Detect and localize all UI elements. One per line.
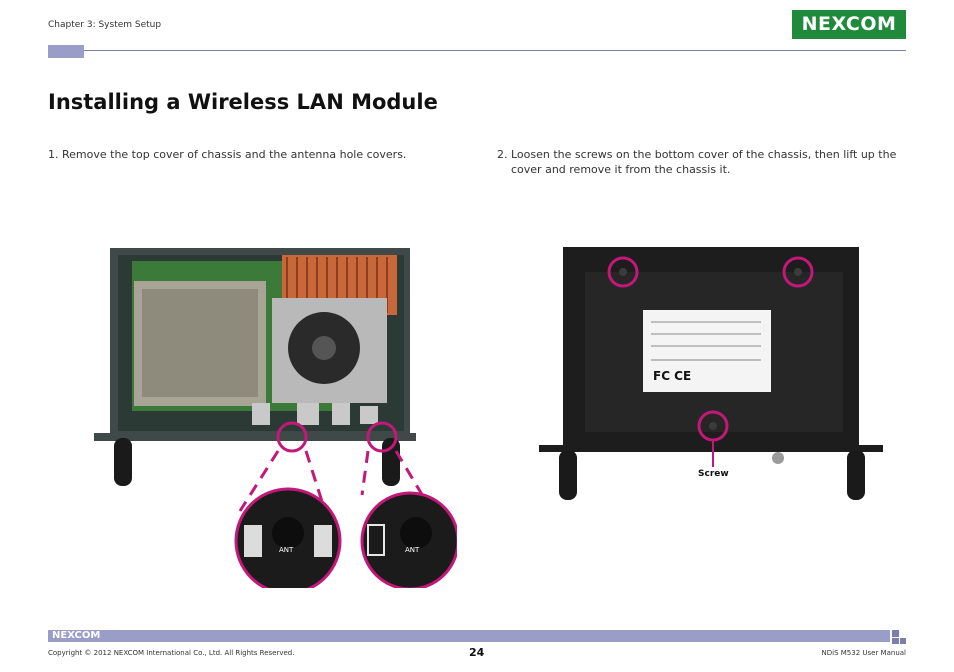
footer-square: [892, 630, 899, 637]
ant-label-1: ANT: [279, 546, 294, 554]
footer-logo: NEXCOM: [52, 630, 101, 641]
nexcom-logo-text: NEXCOM: [801, 13, 897, 35]
header-tab: [48, 45, 84, 58]
page-title: Installing a Wireless LAN Module: [48, 90, 438, 114]
chapter-title: Chapter 3: System Setup: [48, 20, 162, 30]
step-2-text: Loosen the screws on the bottom cover of the chassis, then lift up the cover and remove it from the chassis it.: [511, 148, 897, 176]
copyright: Copyright © 2012 NEXCOM International Co., Ltd. All Rights Reserved.: [48, 649, 295, 657]
footer-square: [900, 638, 906, 644]
screw-callout: Screw: [698, 469, 729, 479]
header-rule: [48, 50, 906, 51]
chassis-top-photo: [92, 243, 457, 588]
page-number: 24: [469, 646, 485, 659]
step-1-text: 1. Remove the top cover of chassis and the antenna hole covers.: [48, 148, 407, 161]
ant-label-2: ANT: [405, 546, 420, 554]
step-2-number: 2.: [497, 148, 508, 161]
footer-square: [892, 638, 899, 644]
footer-bar: [48, 630, 890, 642]
svg-text:FC CE: FC CE: [653, 369, 692, 383]
chassis-bottom-photo: [535, 242, 885, 507]
manual-name: NDiS M532 User Manual: [821, 649, 906, 657]
